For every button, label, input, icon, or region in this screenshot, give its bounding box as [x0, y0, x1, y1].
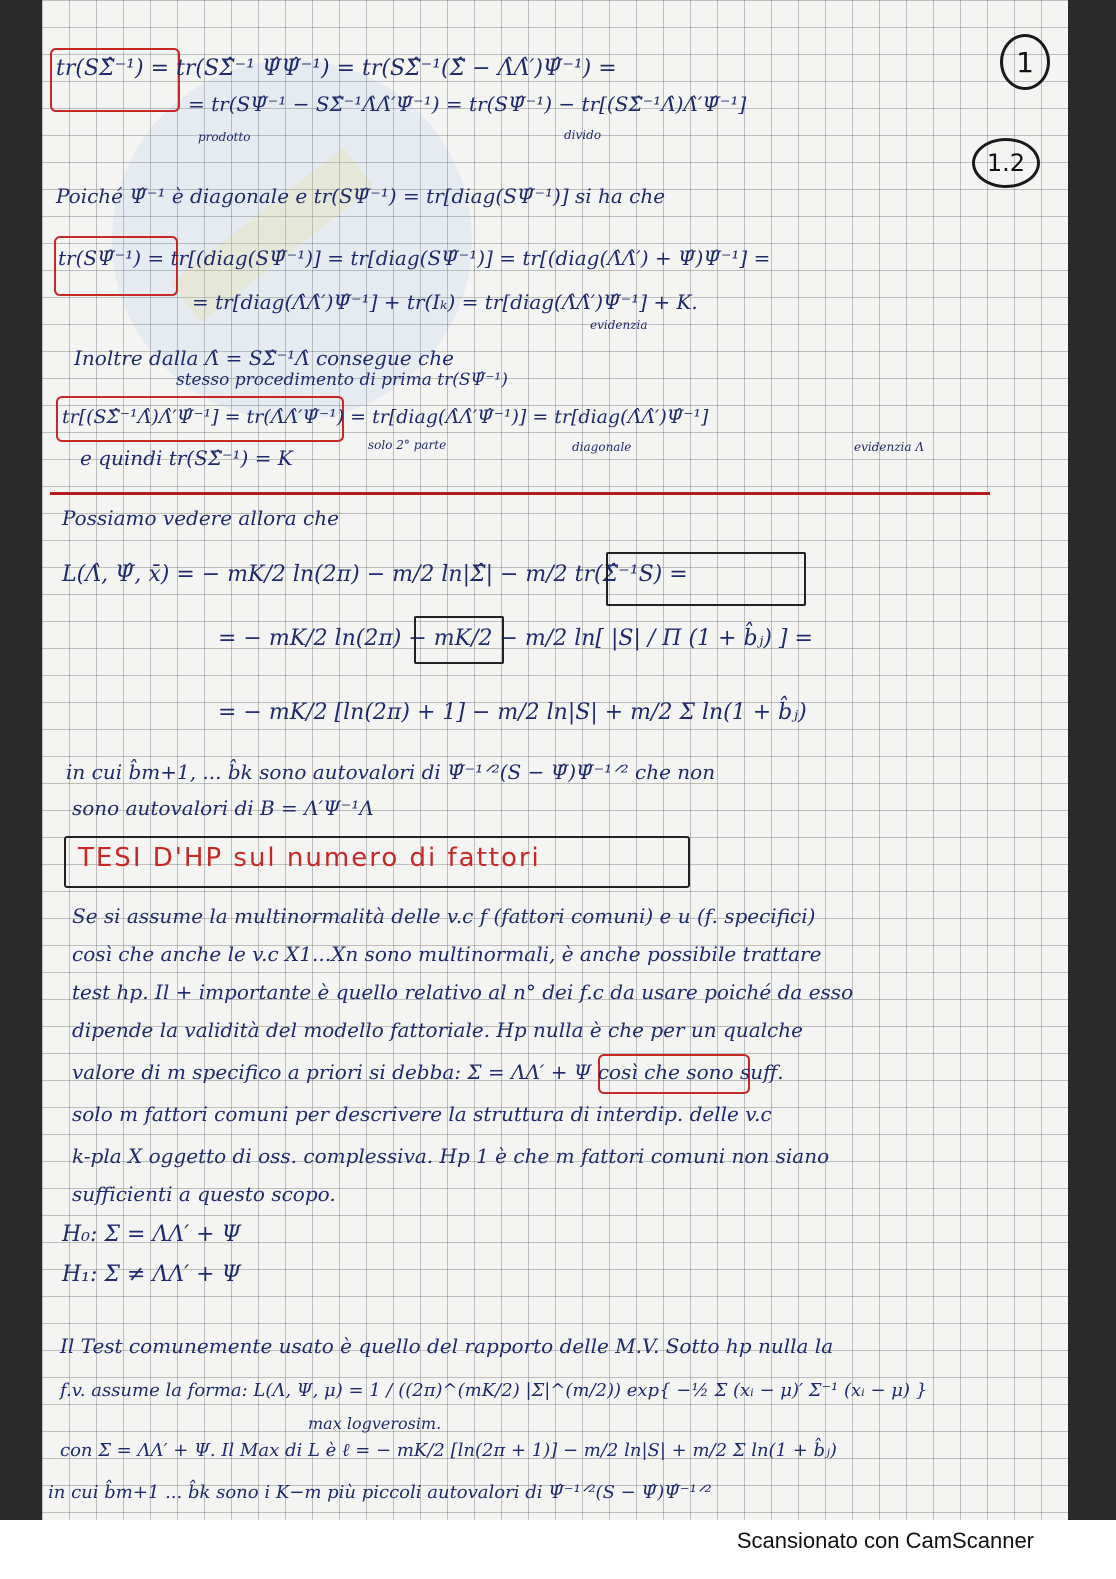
equation-line-11: L(Λ̂, Ψ̂, x̄) = − mK/2 ln(2π) − m/2 ln|Σ̂| − m/2 tr(Σ̂⁻¹S) = [62, 562, 688, 587]
text-line-15: sono autovalori di B = Λ′Ψ⁻¹Λ [72, 796, 374, 820]
paragraph-line-3: test hp. Il + importante è quello relativo al n° dei f.c da usare poiché da esso [72, 980, 854, 1004]
paragraph-line-2: così che anche le v.c X1...Xn sono multinormali, è anche possibile trattare [72, 942, 822, 966]
paragraph-line-12: in cui b̂m+1 ... b̂k sono i K−m più piccoli autovalori di Ψ̂⁻¹ᐟ²(S − Ψ̂)Ψ̂⁻¹ᐟ² [48, 1482, 712, 1503]
paragraph-line-4: dipende la validità del modello fattoriale. Hp nulla è che per un qualche [72, 1018, 803, 1042]
equation-line-4: tr(SΨ̂⁻¹) = tr[(diag(SΨ̂⁻¹)] = tr[diag(SΨ̂⁻¹)] = tr[(diag(Λ̂Λ̂′) + Ψ̂)Ψ̂⁻¹] = [58, 246, 771, 270]
paragraph-line-10: f.v. assume la forma: L(Λ, Ψ, μ) = 1 / ((2π)^(mK/2) |Σ|^(m/2)) exp{ −½ Σ (xᵢ − μ)′ Σ⁻¹ (xᵢ − μ) } [60, 1380, 928, 1401]
equation-line-13: = − mK/2 [ln(2π) + 1] − m/2 ln|S| + m/2 Σ ln(1 + b̂ⱼ) [218, 700, 807, 725]
annotation-solo-seconda: solo 2° parte [368, 438, 447, 452]
annotation-evidenzia-lambda: evidenzia Λ [854, 440, 925, 454]
text-line-6: Inoltre dalla Λ̂ = SΣ̂⁻¹Λ̂ consegue che [74, 346, 454, 370]
equation-line-12: = − mK/2 ln(2π) − mK/2 − m/2 ln[ |S| / Π (1 + b̂ⱼ) ] = [218, 626, 813, 651]
equation-line-2: = tr(SΨ̂⁻¹ − SΣ̂⁻¹Λ̂Λ̂′Ψ̂⁻¹) = tr(SΨ̂⁻¹) − tr[(SΣ̂⁻¹Λ̂)Λ̂′Ψ̂⁻¹] [188, 92, 747, 116]
annotation-max-logverosim: max logverosim. [308, 1414, 442, 1433]
box-mk-term [414, 616, 504, 664]
equation-line-8: tr[(SΣ̂⁻¹Λ̂)Λ̂′Ψ̂⁻¹] = tr(Λ̂Λ̂′Ψ̂⁻¹) = tr[diag(Λ̂Λ̂′Ψ̂⁻¹)] = tr[diag(Λ̂Λ̂′)Ψ̂⁻¹] [62, 406, 709, 428]
annotation-evidenzia: evidenzia [590, 318, 648, 332]
paragraph-line-1: Se si assume la multinormalità delle v.c f (fattori comuni) e u (f. specifici) [72, 904, 816, 928]
paragraph-line-7: k-pla X oggetto di oss. complessiva. Hp 1 è che m fattori comuni non siano [72, 1144, 830, 1168]
equation-line-9: e quindi tr(SΣ̂⁻¹) = K [80, 446, 293, 470]
hypothesis-h0: H₀: Σ = ΛΛ′ + Ψ [62, 1222, 241, 1247]
paragraph-line-9: Il Test comunemente usato è quello del rapporto delle M.V. Sotto hp nulla la [60, 1334, 834, 1358]
text-line-10: Possiamo vedere allora che [62, 506, 339, 530]
paragraph-line-5: valore di m specifico a priori si debba: Σ = ΛΛ′ + Ψ così che sono suff. [72, 1060, 784, 1084]
hypothesis-h1: H₁: Σ ≠ ΛΛ′ + Ψ [62, 1262, 241, 1287]
annotation-diagonale: diagonale [572, 440, 632, 454]
box-trace-term [606, 552, 806, 606]
equation-line-1: tr(SΣ̂⁻¹) = tr(SΣ̂⁻¹ Ψ̂Ψ̂⁻¹) = tr(SΣ̂⁻¹(Σ̂ − Λ̂Λ̂′)Ψ̂⁻¹) = [56, 56, 617, 81]
section-heading: TESI D'HP sul numero di fattori [78, 843, 541, 873]
paragraph-line-8: sufficienti a questo scopo. [72, 1182, 336, 1206]
equation-line-5: = tr[diag(Λ̂Λ̂′)Ψ̂⁻¹] + tr(Iₖ) = tr[diag(Λ̂Λ̂′)Ψ̂⁻¹] + K. [192, 290, 698, 314]
page-number: 1 [1016, 45, 1034, 79]
scanner-footer [0, 1520, 1116, 1579]
annotation-prodotto: prodotto [198, 130, 251, 144]
annotation-divido: divido [564, 128, 602, 142]
section-number: 1.2 [986, 149, 1026, 177]
text-line-14: in cui b̂m+1, ... b̂k sono autovalori di Ψ̂⁻¹ᐟ²(S − Ψ̂)Ψ̂⁻¹ᐟ² che non [66, 760, 716, 784]
scanner-label: Scansionato con CamScanner [736, 1528, 1034, 1553]
paragraph-line-11: con Σ = ΛΛ′ + Ψ. Il Max di L è ℓ = − mK/2 [ln(2π + 1)] − m/2 ln|S| + m/2 Σ ln(1 + b̂ⱼ) [60, 1440, 837, 1461]
paragraph-line-6: solo m fattori comuni per descrivere la struttura di interdip. delle v.c [72, 1102, 772, 1126]
notebook-page [42, 0, 1068, 1520]
section-divider [50, 492, 990, 495]
text-line-3: Poiché Ψ̂⁻¹ è diagonale e tr(SΨ̂⁻¹) = tr[diag(SΨ̂⁻¹)] si ha che [56, 184, 666, 208]
section-marker [972, 138, 1040, 188]
text-line-7: stesso procedimento di prima tr(SΨ̂⁻¹) [176, 370, 508, 390]
page-number-marker [1000, 34, 1050, 90]
